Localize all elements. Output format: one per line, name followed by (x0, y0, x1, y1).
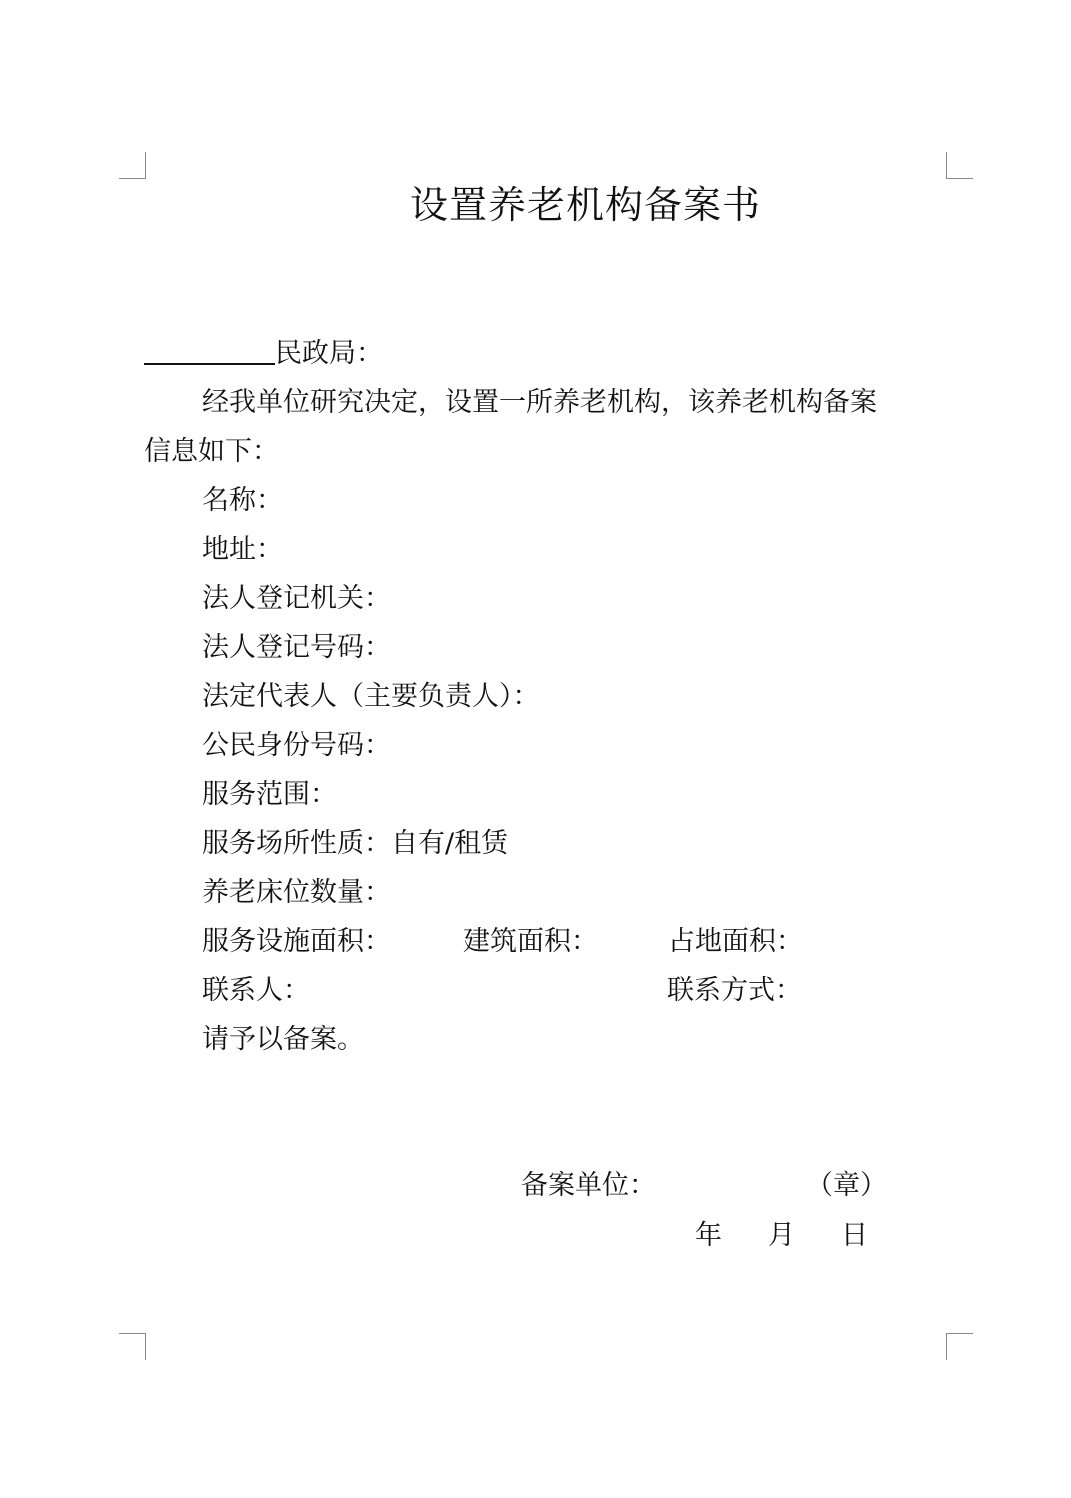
crop-mark-bottom-right (946, 1333, 973, 1360)
field-bed-count: 养老床位数量： (202, 877, 391, 908)
addressee-suffix: 民政局： (275, 338, 383, 369)
field-name: 名称： (202, 485, 283, 516)
field-service-scope: 服务范围： (202, 779, 337, 810)
field-contact-person: 联系人： (202, 975, 310, 1006)
date-month: 月 (768, 1220, 795, 1251)
field-legal-registration-number: 法人登记号码： (202, 632, 391, 663)
field-legal-representative: 法定代表人（主要负责人）： (202, 681, 540, 712)
field-building-area: 建筑面积： (463, 926, 598, 957)
filing-unit-label: 备案单位： (521, 1170, 656, 1201)
body-line-1: 经我单位研究决定，设置一所养老机构，该养老机构备案 (202, 387, 877, 418)
addressee-blank (144, 336, 275, 365)
field-contact-info: 联系方式： (667, 975, 802, 1006)
field-premises-nature: 服务场所性质：自有/租赁 (202, 828, 509, 859)
closing-line: 请予以备案。 (202, 1024, 364, 1055)
seal-mark: （章） (806, 1170, 887, 1201)
field-land-area: 占地面积： (668, 926, 803, 957)
body-line-2: 信息如下： (144, 436, 279, 467)
document-title: 设置养老机构备案书 (409, 183, 761, 227)
field-citizen-id: 公民身份号码： (202, 730, 391, 761)
addressee-line (144, 336, 383, 372)
date-year: 年 (695, 1220, 722, 1251)
crop-mark-bottom-left (119, 1333, 146, 1360)
date-day: 日 (841, 1220, 868, 1251)
field-legal-registration-authority: 法人登记机关： (202, 583, 391, 614)
field-facility-area: 服务设施面积： (202, 926, 391, 957)
field-address: 地址： (202, 534, 283, 565)
